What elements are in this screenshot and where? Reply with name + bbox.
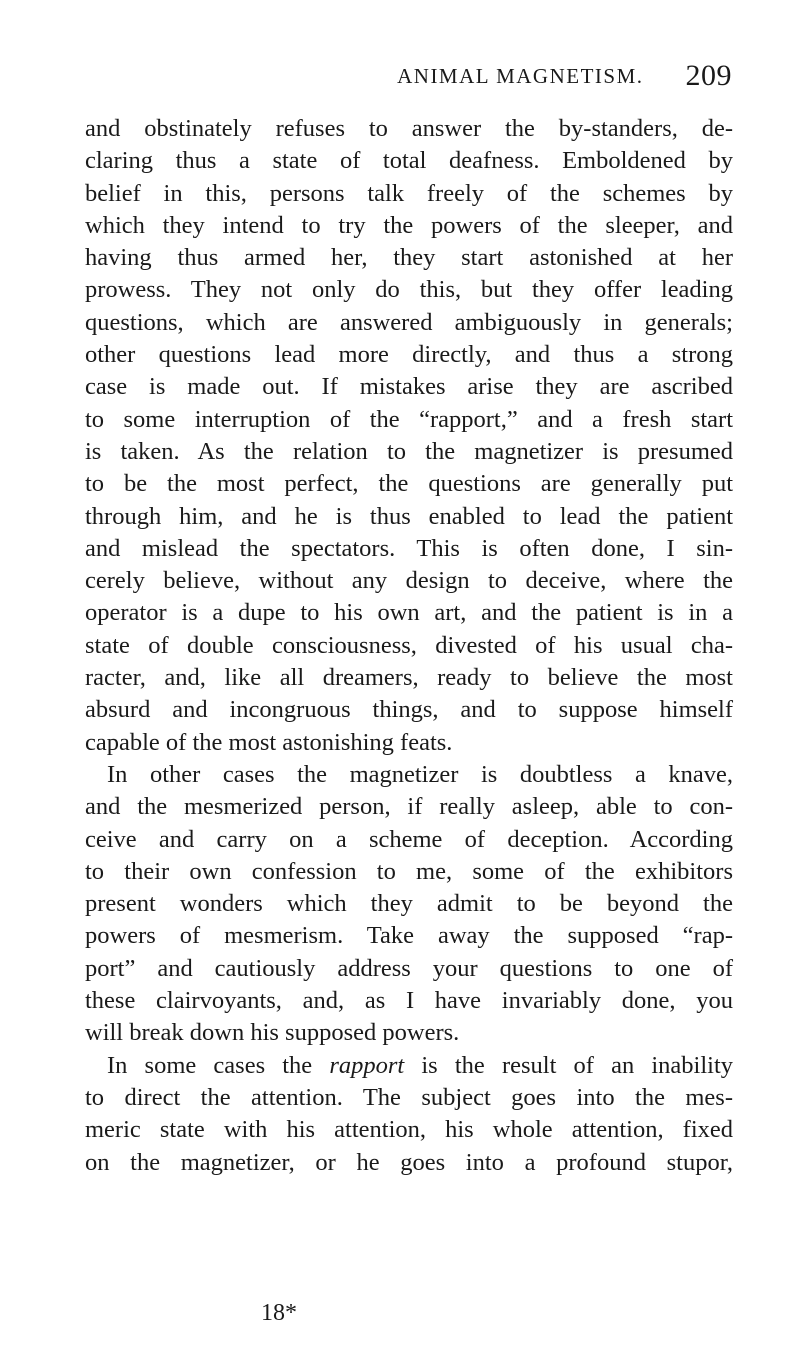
text-line: on the magnetizer, or he goes into a profound stupor, bbox=[85, 1148, 733, 1176]
text-line: meric state with his attention, his whole attention, fixed bbox=[85, 1116, 733, 1144]
text-line: to their own confession to me, some of the exhibitors bbox=[85, 857, 733, 885]
paragraph-3-rest: is the result of an inability bbox=[404, 1051, 734, 1079]
text-line: having thus armed her, they start astonished at her bbox=[85, 244, 733, 272]
text-line: capable of the most astonishing feats. bbox=[85, 728, 453, 756]
text-line: claring thus a state of total deafness. Emboldened by bbox=[85, 147, 733, 175]
text-line: port” and cautiously address your questions to one of bbox=[85, 954, 733, 982]
italic-term: rapport bbox=[329, 1051, 405, 1079]
text-line: present wonders which they admit to be beyond the bbox=[85, 890, 733, 918]
text-line: belief in this, persons talk freely of the schemes by bbox=[85, 179, 733, 207]
text-line: other questions lead more directly, and thus a strong bbox=[85, 341, 733, 369]
text-line: to some interruption of the “rapport,” and a fresh start bbox=[85, 405, 733, 433]
text-line: is taken. As the relation to the magnetizer is presumed bbox=[85, 437, 733, 465]
text-line: which they intend to try the powers of the sleeper, and bbox=[85, 211, 733, 239]
page-number: 209 bbox=[685, 59, 732, 92]
text-line: to be the most perfect, the questions are generally put bbox=[85, 470, 733, 498]
text-line: and obstinately refuses to answer the by-standers, de- bbox=[85, 115, 733, 142]
text-line: cerely believe, without any design to deceive, where the bbox=[85, 567, 733, 595]
text-line: racter, and, like all dreamers, ready to believe the most bbox=[85, 664, 733, 692]
text-line: questions, which are answered ambiguously in generals; bbox=[85, 308, 733, 336]
text-line: and the mesmerized person, if really asleep, able to con- bbox=[85, 793, 733, 821]
paragraph-3-lead: In some cases the bbox=[107, 1051, 330, 1079]
text-line: ceive and carry on a scheme of deception. According bbox=[85, 825, 733, 853]
text-line: these clairvoyants, and, as I have invariably done, you bbox=[85, 987, 733, 1015]
text-line: operator is a dupe to his own art, and the patient is in a bbox=[85, 599, 733, 627]
text-line bbox=[85, 1050, 733, 1082]
text-line: case is made out. If mistakes arise they are ascribed bbox=[85, 373, 733, 401]
text-line: through him, and he is thus enabled to lead the patient bbox=[85, 502, 733, 530]
running-head bbox=[88, 56, 732, 96]
signature-mark: 18* bbox=[261, 1300, 297, 1326]
text-line: In other cases the magnetizer is doubtless a knave, bbox=[107, 760, 733, 788]
running-title: ANIMAL MAGNETISM. bbox=[397, 63, 644, 88]
text-line: to direct the attention. The subject goes into the mes- bbox=[85, 1083, 733, 1111]
text-line: powers of mesmerism. Take away the supposed “rap- bbox=[85, 922, 733, 950]
text-line: state of double consciousness, divested of his usual cha- bbox=[85, 631, 733, 659]
text-line: prowess. They not only do this, but they offer leading bbox=[85, 276, 733, 304]
body-text bbox=[85, 113, 733, 1179]
text-line: absurd and incongruous things, and to suppose himself bbox=[85, 696, 733, 724]
text-line: and mislead the spectators. This is often done, I sin- bbox=[85, 534, 733, 562]
text-line: will break down his supposed powers. bbox=[85, 1019, 460, 1047]
paragraphs-1-2 bbox=[85, 113, 733, 1050]
